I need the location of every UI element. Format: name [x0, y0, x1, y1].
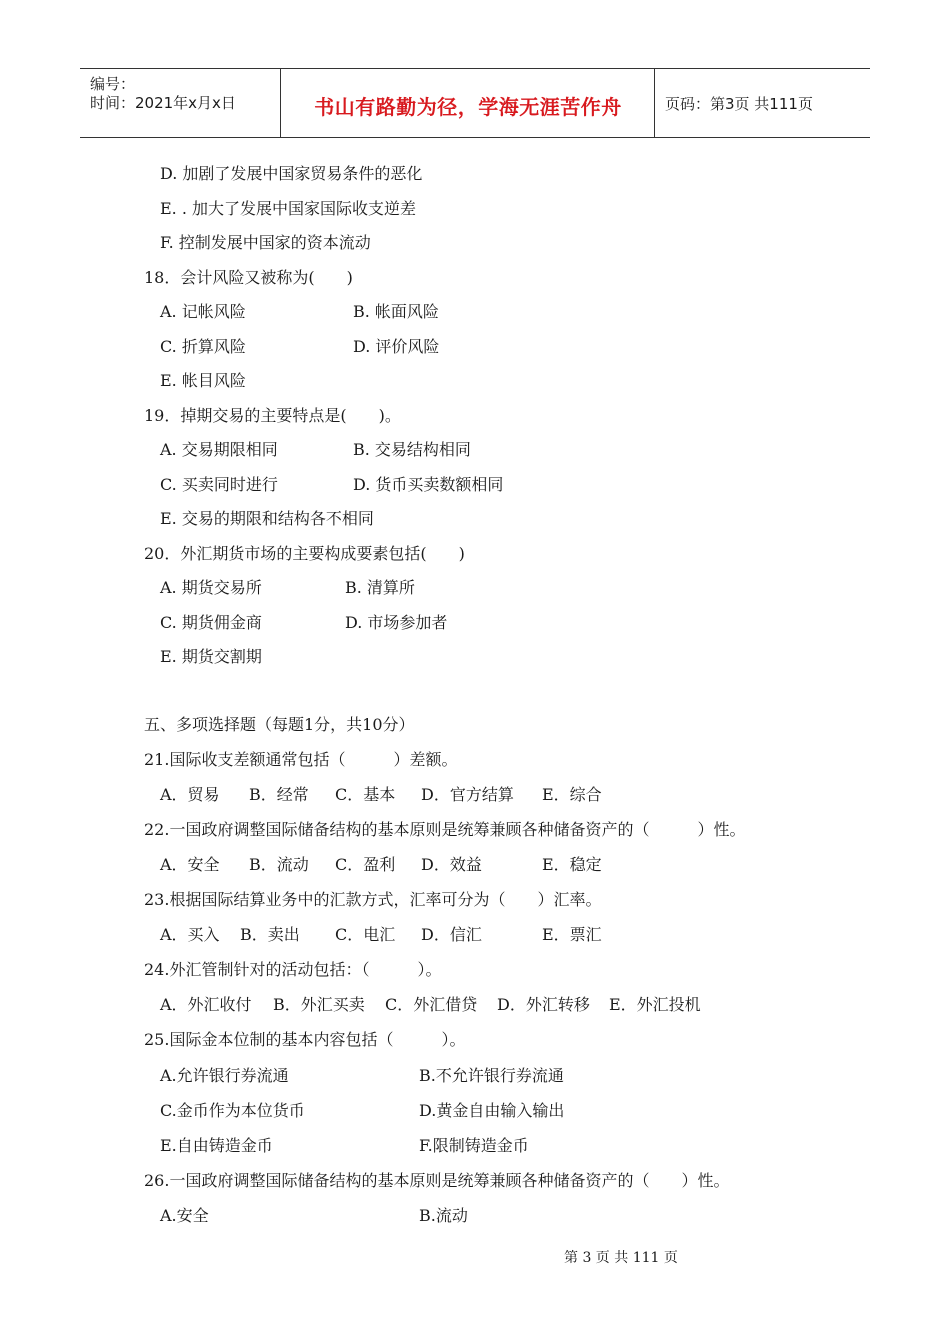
q23-stem: 23.根据国际结算业务中的汇款方式，汇率可分为（ ）汇率。	[144, 890, 602, 909]
q24-option-a: A．外汇收付	[160, 995, 252, 1014]
q21-stem: 21.国际收支差额通常包括（ ）差额。	[144, 750, 458, 769]
q23-option-e: E．票汇	[542, 925, 602, 944]
q22-option-b: B．流动	[249, 855, 309, 874]
q18-stem: 18．会计风险又被称为( )	[144, 268, 353, 287]
q24-option-c: C．外汇借贷	[385, 995, 478, 1014]
q25-stem: 25.国际金本位制的基本内容包括（ ）。	[144, 1030, 466, 1049]
q21-option-c: C．基本	[335, 785, 396, 804]
document-time-label: 时间：2021年x月x日	[90, 94, 236, 112]
q21-option-a: A．贸易	[160, 785, 220, 804]
q20-stem: 20．外汇期货市场的主要构成要素包括( )	[144, 544, 465, 563]
q23-option-d: D．信汇	[421, 925, 482, 944]
q25-option-d: D.黄金自由输入输出	[419, 1101, 565, 1120]
q18-option-b: B. 帐面风险	[353, 302, 439, 321]
q19-option-b: B. 交易结构相同	[353, 440, 471, 459]
section-5-heading: 五、多项选择题（每题1分，共10分）	[144, 715, 415, 734]
q24-stem: 24.外汇管制针对的活动包括：（ ）。	[144, 960, 442, 979]
q25-option-c: C.金币作为本位货币	[160, 1101, 305, 1120]
q19-stem: 19．掉期交易的主要特点是( )。	[144, 406, 401, 425]
q18-option-a: A. 记帐风险	[160, 302, 246, 321]
q24-option-e: E．外汇投机	[609, 995, 701, 1014]
q26-option-b: B.流动	[419, 1206, 468, 1225]
q22-option-c: C．盈利	[335, 855, 396, 874]
header-page-info: 页码：第3页 共111页	[665, 95, 813, 113]
header-page-cell	[655, 69, 870, 137]
q25-option-f: F.限制铸造金币	[419, 1136, 529, 1155]
q20-option-e: E. 期货交割期	[160, 647, 262, 666]
q21-option-e: E．综合	[542, 785, 602, 804]
q23-option-a: A．买入	[160, 925, 220, 944]
q26-option-a: A.安全	[160, 1206, 209, 1225]
header-motto: 书山有路勤为径，学海无涯苦作舟	[314, 95, 622, 119]
header-meta-cell	[80, 69, 281, 137]
q20-option-a: A. 期货交易所	[160, 578, 262, 597]
q22-option-a: A．安全	[160, 855, 220, 874]
q24-option-b: B．外汇买卖	[273, 995, 365, 1014]
q18-option-c: C. 折算风险	[160, 337, 246, 356]
q21-option-d: D．官方结算	[421, 785, 514, 804]
q20-option-d: D. 市场参加者	[345, 613, 448, 632]
q18-option-e: E. 帐目风险	[160, 371, 246, 390]
header-motto-cell	[281, 69, 655, 137]
q19-option-a: A. 交易期限相同	[160, 440, 278, 459]
q22-option-d: D．效益	[421, 855, 482, 874]
q17-option-f: F. 控制发展中国家的资本流动	[160, 233, 371, 252]
q20-option-b: B. 清算所	[345, 578, 415, 597]
q21-option-b: B．经常	[249, 785, 309, 804]
q19-option-c: C. 买卖同时进行	[160, 475, 278, 494]
q18-option-d: D. 评价风险	[353, 337, 440, 356]
q22-stem: 22.一国政府调整国际储备结构的基本原则是统筹兼顾各种储备资产的（ ）性。	[144, 820, 746, 839]
q20-option-c: C. 期货佣金商	[160, 613, 262, 632]
q17-option-d: D. 加剧了发展中国家贸易条件的恶化	[160, 164, 423, 183]
q25-option-e: E.自由铸造金币	[160, 1136, 273, 1155]
q26-stem: 26.一国政府调整国际储备结构的基本原则是统筹兼顾各种储备资产的（ ）性。	[144, 1171, 730, 1190]
q23-option-b: B．卖出	[240, 925, 300, 944]
document-number-label: 编号：	[90, 75, 136, 93]
q24-option-d: D．外汇转移	[497, 995, 590, 1014]
q23-option-c: C．电汇	[335, 925, 396, 944]
q25-option-a: A.允许银行券流通	[160, 1066, 289, 1085]
q19-option-d: D. 货币买卖数额相同	[353, 475, 504, 494]
q19-option-e: E. 交易的期限和结构各不相同	[160, 509, 374, 528]
q17-option-e: E. . 加大了发展中国家国际收支逆差	[160, 199, 417, 218]
page-header	[80, 68, 870, 138]
q25-option-b: B.不允许银行券流通	[419, 1066, 564, 1085]
page-footer: 第 3 页 共 111 页	[564, 1250, 678, 1266]
q22-option-e: E．稳定	[542, 855, 602, 874]
